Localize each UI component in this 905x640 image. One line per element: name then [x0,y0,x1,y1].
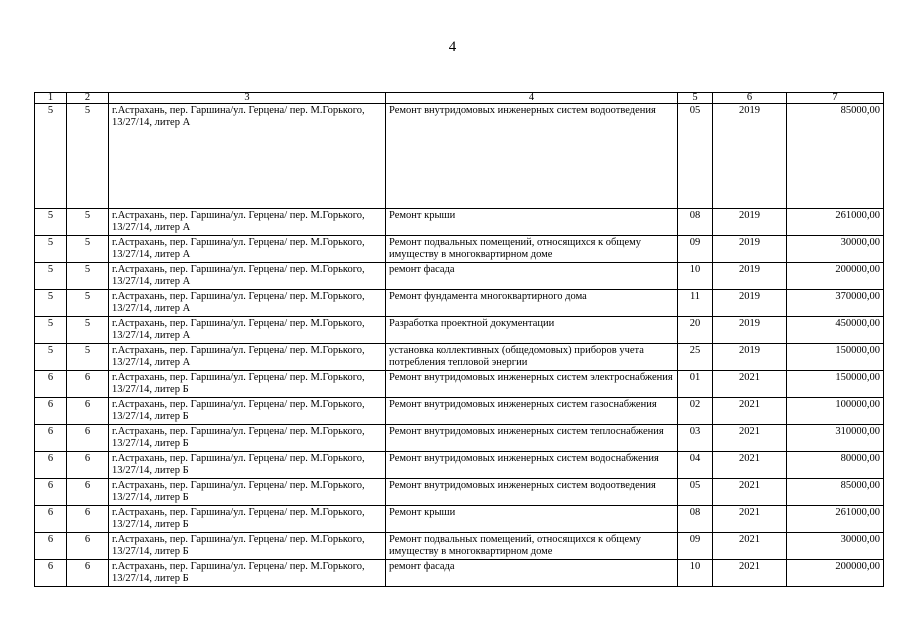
work-code-cell: 01 [678,371,713,398]
work-code-cell: 05 [678,104,713,209]
work-code-cell: 09 [678,236,713,263]
address-cell: г.Астрахань, пер. Гаршина/ул. Герцена/ пер. М.Горького, 13/27/14, литер Б [109,533,386,560]
work-type-cell: установка коллективных (общедомовых) приборов учета потребления тепловой энергии [386,344,678,371]
cost-cell: 450000,00 [787,317,884,344]
cost-cell: 261000,00 [787,209,884,236]
address-cell: г.Астрахань, пер. Гаршина/ул. Герцена/ пер. М.Горького, 13/27/14, литер Б [109,398,386,425]
item-number-cell: 5 [67,104,109,209]
item-number-cell: 5 [67,344,109,371]
header-cell: 5 [678,93,713,104]
item-number-cell: 5 [67,263,109,290]
cost-cell: 85000,00 [787,104,884,209]
row-number-cell: 6 [35,560,67,587]
row-number-cell: 5 [35,209,67,236]
address-cell: г.Астрахань, пер. Гаршина/ул. Герцена/ пер. М.Горького, 13/27/14, литер А [109,104,386,209]
address-cell: г.Астрахань, пер. Гаршина/ул. Герцена/ пер. М.Горького, 13/27/14, литер Б [109,371,386,398]
work-type-cell: Ремонт внутридомовых инженерных систем водоотведения [386,479,678,506]
item-number-cell: 6 [67,506,109,533]
table-row [35,479,884,506]
address-cell: г.Астрахань, пер. Гаршина/ул. Герцена/ пер. М.Горького, 13/27/14, литер Б [109,425,386,452]
work-code-cell: 08 [678,209,713,236]
item-number-cell: 6 [67,479,109,506]
work-code-cell: 25 [678,344,713,371]
work-code-cell: 10 [678,560,713,587]
address-cell: г.Астрахань, пер. Гаршина/ул. Герцена/ пер. М.Горького, 13/27/14, литер Б [109,479,386,506]
address-cell: г.Астрахань, пер. Гаршина/ул. Герцена/ пер. М.Горького, 13/27/14, литер А [109,209,386,236]
address-cell: г.Астрахань, пер. Гаршина/ул. Герцена/ пер. М.Горького, 13/27/14, литер А [109,344,386,371]
table-row [35,560,884,587]
table-row [35,506,884,533]
year-cell: 2021 [713,506,787,533]
cost-cell: 200000,00 [787,560,884,587]
item-number-cell: 5 [67,290,109,317]
row-number-cell: 6 [35,371,67,398]
table-row [35,398,884,425]
year-cell: 2019 [713,263,787,290]
table-row [35,371,884,398]
year-cell: 2021 [713,479,787,506]
cost-cell: 100000,00 [787,398,884,425]
year-cell: 2021 [713,533,787,560]
year-cell: 2019 [713,104,787,209]
item-number-cell: 6 [67,533,109,560]
cost-cell: 85000,00 [787,479,884,506]
table-row [35,425,884,452]
row-number-cell: 6 [35,452,67,479]
year-cell: 2019 [713,317,787,344]
header-cell: 7 [787,93,884,104]
row-number-cell: 6 [35,533,67,560]
item-number-cell: 5 [67,236,109,263]
table-row [35,209,884,236]
address-cell: г.Астрахань, пер. Гаршина/ул. Герцена/ пер. М.Горького, 13/27/14, литер А [109,236,386,263]
table-row [35,104,884,209]
year-cell: 2019 [713,290,787,317]
work-code-cell: 10 [678,263,713,290]
table-row [35,533,884,560]
header-cell: 2 [67,93,109,104]
header-cell: 6 [713,93,787,104]
work-type-cell: Ремонт внутридомовых инженерных систем теплоснабжения [386,425,678,452]
row-number-cell: 5 [35,263,67,290]
row-number-cell: 5 [35,344,67,371]
cost-cell: 261000,00 [787,506,884,533]
row-number-cell: 6 [35,479,67,506]
item-number-cell: 6 [67,371,109,398]
work-code-cell: 11 [678,290,713,317]
address-cell: г.Астрахань, пер. Гаршина/ул. Герцена/ пер. М.Горького, 13/27/14, литер А [109,290,386,317]
item-number-cell: 6 [67,425,109,452]
work-code-cell: 05 [678,479,713,506]
work-code-cell: 20 [678,317,713,344]
work-type-cell: Ремонт фундамента многоквартирного дома [386,290,678,317]
work-type-cell: Ремонт подвальных помещений, относящихся к общему имуществу в многоквартирном доме [386,533,678,560]
work-type-cell: Ремонт крыши [386,506,678,533]
work-code-cell: 03 [678,425,713,452]
work-type-cell: Разработка проектной документации [386,317,678,344]
row-number-cell: 6 [35,506,67,533]
work-code-cell: 08 [678,506,713,533]
page-number: 4 [448,39,457,55]
header-cell: 4 [386,93,678,104]
work-type-cell: Ремонт внутридомовых инженерных систем водоотведения [386,104,678,209]
address-cell: г.Астрахань, пер. Гаршина/ул. Герцена/ пер. М.Горького, 13/27/14, литер Б [109,506,386,533]
cost-cell: 370000,00 [787,290,884,317]
table-header-row [35,93,884,104]
year-cell: 2021 [713,560,787,587]
year-cell: 2021 [713,425,787,452]
row-number-cell: 6 [35,425,67,452]
table-row [35,290,884,317]
row-number-cell: 5 [35,104,67,209]
address-cell: г.Астрахань, пер. Гаршина/ул. Герцена/ пер. М.Горького, 13/27/14, литер Б [109,560,386,587]
table-row [35,452,884,479]
works-table [34,92,884,587]
row-number-cell: 5 [35,317,67,344]
year-cell: 2021 [713,398,787,425]
item-number-cell: 5 [67,317,109,344]
cost-cell: 30000,00 [787,533,884,560]
header-cell: 1 [35,93,67,104]
cost-cell: 150000,00 [787,344,884,371]
work-type-cell: Ремонт внутридомовых инженерных систем газоснабжения [386,398,678,425]
work-code-cell: 02 [678,398,713,425]
work-type-cell: ремонт фасада [386,263,678,290]
work-type-cell: Ремонт подвальных помещений, относящихся к общему имуществу в многоквартирном доме [386,236,678,263]
address-cell: г.Астрахань, пер. Гаршина/ул. Герцена/ пер. М.Горького, 13/27/14, литер А [109,317,386,344]
year-cell: 2019 [713,236,787,263]
item-number-cell: 5 [67,209,109,236]
cost-cell: 80000,00 [787,452,884,479]
table-row [35,344,884,371]
year-cell: 2019 [713,344,787,371]
work-type-cell: Ремонт внутридомовых инженерных систем водоснабжения [386,452,678,479]
table-row [35,263,884,290]
cost-cell: 150000,00 [787,371,884,398]
year-cell: 2021 [713,452,787,479]
table-row [35,317,884,344]
work-type-cell: ремонт фасада [386,560,678,587]
row-number-cell: 5 [35,290,67,317]
table-row [35,236,884,263]
year-cell: 2021 [713,371,787,398]
item-number-cell: 6 [67,560,109,587]
address-cell: г.Астрахань, пер. Гаршина/ул. Герцена/ пер. М.Горького, 13/27/14, литер Б [109,452,386,479]
header-cell: 3 [109,93,386,104]
work-type-cell: Ремонт крыши [386,209,678,236]
cost-cell: 310000,00 [787,425,884,452]
row-number-cell: 5 [35,236,67,263]
work-code-cell: 04 [678,452,713,479]
cost-cell: 200000,00 [787,263,884,290]
year-cell: 2019 [713,209,787,236]
item-number-cell: 6 [67,398,109,425]
address-cell: г.Астрахань, пер. Гаршина/ул. Герцена/ пер. М.Горького, 13/27/14, литер А [109,263,386,290]
work-type-cell: Ремонт внутридомовых инженерных систем электроснабжения [386,371,678,398]
work-code-cell: 09 [678,533,713,560]
row-number-cell: 6 [35,398,67,425]
item-number-cell: 6 [67,452,109,479]
cost-cell: 30000,00 [787,236,884,263]
